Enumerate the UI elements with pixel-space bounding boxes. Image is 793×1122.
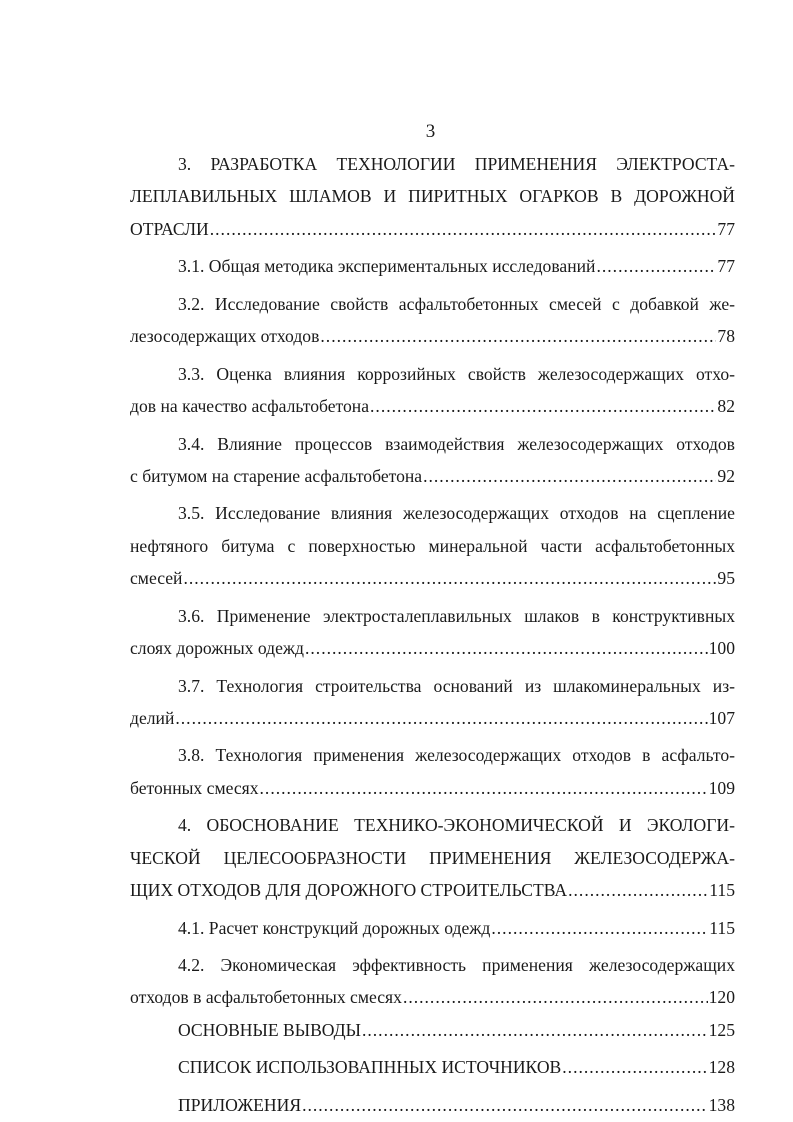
toc-section-3-3-line-1: 3.3. Оценка влияния коррозийных свойств железосодержащих отхо- (178, 363, 735, 384)
toc-section-title: ОСНОВНЫЕ ВЫВОДЫ (178, 1019, 361, 1040)
toc-section-title: дов на качество асфальтобетона (130, 395, 370, 416)
page-number: 3 (425, 121, 436, 142)
toc-section-4-1 (130, 912, 735, 944)
toc-page-number: 128 (708, 1057, 735, 1078)
toc-chapter-3-line-2: ЛЕПЛАВИЛЬНЫХ ШЛАМОВ И ПИРИТНЫХ ОГАРКОВ В ДОРОЖНОЙ (130, 186, 735, 207)
toc-page-number: 77 (717, 256, 735, 277)
dot-leader (403, 981, 708, 1013)
toc-section-title: делий (130, 707, 175, 728)
toc-chapter-4-line-1: 4. ОБОСНОВАНИЕ ТЕХНИКО-ЭКОНОМИЧЕСКОЙ И ЭКОЛОГИ- (178, 815, 735, 836)
toc-conclusions (130, 1014, 735, 1046)
toc-page-number: 115 (709, 879, 735, 900)
toc-section-3-6-line-1: 3.6. Применение электросталеплавильных шлаков в конструктивных (178, 605, 735, 626)
toc-section-title: 3.1. Общая методика экспериментальных исследований (178, 256, 596, 277)
table-of-contents (130, 148, 735, 1121)
toc-section-4-2 (130, 981, 735, 1013)
toc-section-3-8 (130, 772, 735, 804)
toc-section-title: лезосодержащих отходов (130, 326, 320, 347)
dot-leader (260, 772, 708, 804)
toc-chapter-3-line-3: ОТРАСЛИ (130, 218, 209, 239)
toc-section-3-5-line-1: 3.5. Исследование влияния железосодержащих отходов на сцепление (178, 503, 735, 524)
toc-section-3-4 (130, 460, 735, 492)
toc-page-number: 120 (708, 987, 735, 1008)
toc-section-3-5 (130, 562, 735, 594)
toc-section-title: смесей (130, 568, 183, 589)
toc-section-title: отходов в асфальтобетонных смесях (130, 987, 402, 1008)
dot-leader (302, 1089, 708, 1121)
toc-chapter-3-line-1: 3. РАЗРАБОТКА ТЕХНОЛОГИИ ПРИМЕНЕНИЯ ЭЛЕКТРОСТА- (178, 154, 735, 174)
toc-section-title: 4.1. Расчет конструкций дорожных одежд (178, 917, 491, 938)
toc-section-3-2 (130, 320, 735, 352)
toc-chapter-4-entry (130, 874, 735, 906)
dot-leader (562, 1051, 707, 1083)
dot-leader (305, 632, 708, 664)
toc-section-title: ПРИЛОЖЕНИЯ (178, 1094, 302, 1115)
toc-section-3-7-line-1: 3.7. Технология строительства оснований из шлакоминеральных из- (178, 675, 735, 696)
dot-leader (370, 390, 716, 422)
toc-section-3-6 (130, 632, 735, 664)
dot-leader (175, 702, 707, 734)
toc-section-3-8-line-1: 3.8. Технология применения железосодержащих отходов в асфальто- (178, 745, 735, 766)
toc-page-number: 138 (708, 1094, 735, 1115)
toc-chapter-4-line-2: ЧЕСКОЙ ЦЕЛЕСООБРАЗНОСТИ ПРИМЕНЕНИЯ ЖЕЛЕЗОСОДЕРЖА- (130, 847, 735, 868)
dot-leader (183, 562, 716, 594)
toc-page-number: 77 (717, 218, 735, 239)
dot-leader (491, 912, 708, 944)
toc-section-3-3 (130, 390, 735, 422)
toc-appendices (130, 1089, 735, 1121)
toc-page-number: 92 (717, 465, 735, 486)
dot-leader (362, 1014, 708, 1046)
toc-page-number: 95 (717, 568, 735, 589)
toc-section-4-2-line-1: 4.2. Экономическая эффективность применения железосодержащих (178, 955, 735, 976)
dot-leader (596, 250, 716, 282)
toc-section-3-1 (130, 250, 735, 282)
toc-section-title: с битумом на старение асфальтобетона (130, 465, 423, 486)
toc-section-title: слоях дорожных одежд (130, 637, 304, 658)
toc-section-3-7 (130, 702, 735, 734)
toc-chapter-4-line-3: ЩИХ ОТХОДОВ ДЛЯ ДОРОЖНОГО СТРОИТЕЛЬСТВА (130, 879, 568, 900)
toc-section-title: бетонных смесях (130, 777, 259, 798)
dot-leader (568, 874, 708, 906)
toc-page-number: 100 (708, 637, 735, 658)
toc-section-3-5-line-2: нефтяного битума с поверхностью минеральной части асфальтобетонных (130, 535, 735, 556)
toc-chapter-3-entry (130, 213, 735, 245)
dot-leader (423, 460, 716, 492)
toc-section-title: СПИСОК ИСПОЛЬЗОВАПННЫХ ИСТОЧНИКОВ (178, 1057, 562, 1078)
toc-page-number: 107 (708, 707, 735, 728)
toc-page-number: 115 (709, 917, 735, 938)
dot-leader (210, 213, 717, 245)
toc-section-3-2-line-1: 3.2. Исследование свойств асфальтобетонных смесей с добавкой же- (178, 293, 735, 314)
toc-section-3-4-line-1: 3.4. Влияние процессов взаимодействия железосодержащих отходов (178, 433, 735, 454)
toc-page-number: 109 (708, 777, 735, 798)
toc-page-number: 78 (717, 326, 735, 347)
toc-references (130, 1051, 735, 1083)
toc-page-number: 82 (717, 395, 735, 416)
dot-leader (320, 320, 716, 352)
toc-page-number: 125 (708, 1019, 735, 1040)
